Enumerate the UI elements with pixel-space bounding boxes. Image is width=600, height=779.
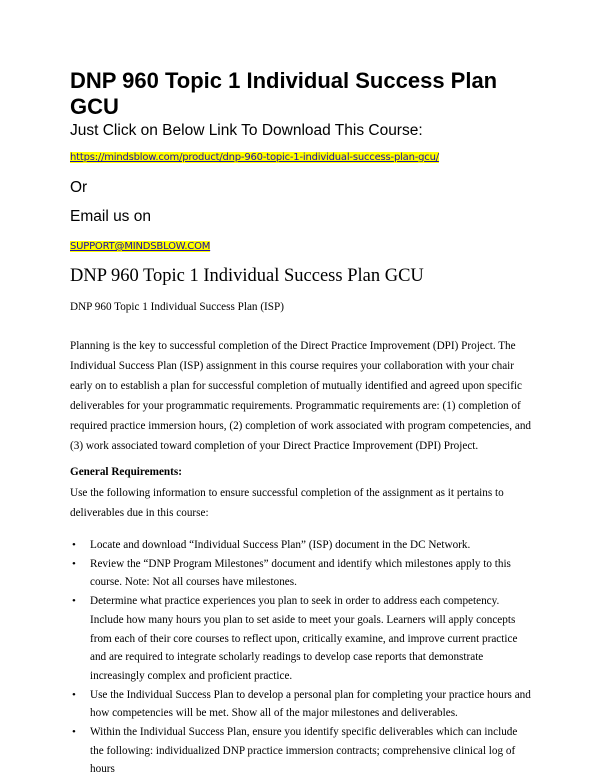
email-row (70, 238, 532, 254)
download-link-row (70, 149, 532, 165)
or-text: Or (70, 179, 88, 196)
list-item (70, 592, 532, 686)
list-item (70, 536, 532, 555)
download-instruction: Just Click on Below Link To Download This Course: (70, 122, 423, 139)
list-item-text: Locate and download “Individual Success Plan” (ISP) document in the DC Network. (90, 539, 471, 551)
intro-paragraph: Planning is the key to successful completion of the Direct Practice Improvement (DPI) Project. The Individual Success Plan (ISP) assignment in this course requires your collaboration with your chair early on to establish a plan for successful completion of mutually identified and agreed upon specific deliverables for your programmatic requirements. Programmatic requirements are: (1) completion of required practice immersion hours, (2) completion of work associated with program competencies, and (3) work associated toward completion of your Direct Practice Improvement (DPI) Project. (70, 340, 532, 452)
document-page (70, 68, 532, 779)
list-item-text: Use the Individual Success Plan to develop a personal plan for completing your practice hours and how competencies will be met. Show all of the major milestones and deliverables. (90, 688, 531, 720)
section-heading: DNP 960 Topic 1 Individual Success Plan GCU (70, 266, 424, 286)
email-us-text: Email us on (70, 208, 151, 225)
page-title: DNP 960 Topic 1 Individual Success Plan GCU (70, 68, 498, 119)
list-item (70, 723, 532, 779)
support-email-link[interactable]: SUPPORT@MINDSBLOW.COM (70, 241, 211, 252)
list-item (70, 555, 532, 592)
requirements-list (70, 536, 532, 779)
bullet-icon: • (72, 539, 76, 551)
bullet-icon: • (72, 595, 76, 608)
list-item-text: Within the Individual Success Plan, ensure you identify specific deliverables which can include the following: individualized DNP practice immersion contracts; comprehensive clinical log of hours (90, 726, 518, 776)
bullet-icon: • (72, 557, 76, 570)
list-item-text: Review the “DNP Program Milestones” document and identify which milestones apply to this course. Note: Not all courses have milestones. (90, 557, 511, 589)
requirements-title: General Requirements: (70, 466, 182, 478)
list-item-text: Determine what practice experiences you plan to seek in order to address each competency. Include how many hours you plan to set aside to meet your goals. Learners will apply concepts from each of their core courses to reflect upon, critically examine, and improve current practice and are required to integrate scholarly readings to develop case reports that demonstrate increasingly complex and proficient practice. (90, 595, 518, 682)
list-item (70, 686, 532, 723)
bullet-icon: • (72, 726, 76, 739)
requirements-intro: Use the following information to ensure successful completion of the assignment as it pertains to deliverables due in this course: (70, 487, 504, 519)
isp-title: DNP 960 Topic 1 Individual Success Plan (ISP) (70, 301, 284, 313)
bullet-icon: • (72, 688, 76, 701)
download-link[interactable]: https://mindsblow.com/product/dnp-960-topic-1-individual-success-plan-gcu/ (70, 152, 439, 163)
